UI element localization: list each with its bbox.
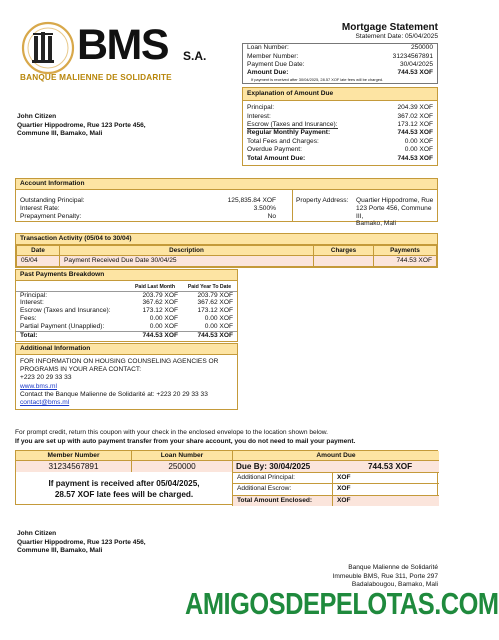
summary-due-date [243, 61, 437, 69]
late-fee-note: If payment is received after 30/04/2025, 28.57 XOF late fees will be charged. [251, 76, 384, 82]
additional-escrow-field[interactable]: XOF [337, 485, 351, 493]
bms-logo-icon [20, 20, 76, 76]
coupon-due-date: Due By: 30/04/2025 [236, 461, 311, 471]
explain-row [243, 146, 437, 154]
row-label: Total: [16, 332, 128, 340]
column-header-description: Description [60, 246, 314, 256]
paid-ytd: 0.00 XOF [204, 323, 233, 331]
logo-bank-name: BANQUE MALIENNE DE SOLIDARITE [20, 73, 172, 82]
row-label: Fees: [20, 315, 37, 323]
paid-last-month: 0.00 XOF [149, 323, 178, 331]
statement-title: Mortgage Statement [341, 22, 438, 33]
total-enclosed-field[interactable]: XOF [337, 496, 351, 504]
explain-label: Overdue Payment: [247, 146, 302, 154]
explain-value: 744.53 XOF [397, 154, 433, 162]
account-label: Prepayment Penalty: [20, 212, 82, 220]
borrower-address-line1: Quartier Hippodrome, Rue 123 Porte 456, [17, 538, 146, 546]
paid-last-month: 367.62 XOF [142, 299, 178, 307]
account-value: No [267, 212, 276, 220]
table-row [16, 323, 237, 331]
summary-label: Loan Number: [247, 44, 289, 52]
table-row [16, 307, 237, 315]
summary-value: 30/04/2025 [399, 61, 433, 69]
property-address-label: Property Address: [296, 197, 349, 204]
past-payments-box [15, 269, 238, 342]
additional-principal-row [233, 472, 439, 483]
counseling-text: FOR INFORMATION ON HOUSING COUNSELING AGENCIES OR [20, 358, 219, 365]
borrower-address-line2: Commune III, Bamako, Mali [17, 130, 103, 137]
website-link[interactable]: www.bms.ml [20, 382, 57, 390]
summary-label: Payment Due Date: [247, 61, 305, 69]
column-header-label [16, 283, 128, 291]
additional-escrow-row [233, 483, 439, 494]
contact-text: Contact the Banque Malienne de Solidarité at: +223 20 29 33 33 [20, 390, 208, 398]
account-row [20, 197, 276, 205]
transaction-activity-box [15, 233, 438, 268]
column-header-payments: Payments [374, 246, 437, 256]
explain-row [243, 129, 437, 137]
bank-address-line: Banque Malienne de Solidarité [348, 564, 438, 571]
explain-label: Interest: [247, 112, 271, 120]
row-label: Interest: [20, 299, 44, 307]
explain-row [243, 104, 437, 112]
explanation-box [242, 87, 438, 166]
property-address-line: Quartier Hippodrome, Rue [356, 197, 434, 204]
divider [292, 190, 293, 221]
borrower-name: John Citizen [17, 530, 57, 537]
paid-last-month: 744.53 XOF [128, 332, 182, 340]
summary-value: 744.53 XOF [397, 69, 433, 77]
row-label: Partial Payment (Unapplied): [20, 323, 105, 331]
account-value: 3.500% [253, 204, 276, 212]
summary-label: Amount Due: [247, 69, 289, 77]
paid-ytd: 744.53 XOF [182, 332, 237, 340]
explain-value: 744.53 XOF [397, 129, 433, 137]
summary-value: 250000 [410, 44, 433, 52]
explain-value: 0.00 XOF [404, 146, 433, 154]
explain-row [243, 154, 437, 162]
paid-ytd: 0.00 XOF [204, 315, 233, 323]
additional-info-title: Additional Information [16, 344, 237, 355]
explanation-title: Explanation of Amount Due [243, 88, 437, 101]
borrower-address [17, 113, 146, 139]
explain-value: 204.39 XOF [397, 104, 433, 112]
borrower-address-line2: Commune III, Bamako, Mali [17, 547, 103, 554]
account-info-title: Account Information [16, 179, 437, 190]
payment-coupon [15, 450, 438, 505]
summary-box [242, 43, 438, 84]
coupon-due-amount: 744.53 XOF [368, 461, 413, 471]
phone-number: +223 20 29 33 33 [20, 374, 72, 382]
logo-name: BMS [77, 21, 169, 69]
email-link[interactable]: contact@bms.ml [20, 399, 70, 407]
transaction-table [16, 245, 437, 267]
account-row [20, 213, 276, 221]
past-payments-table [16, 283, 237, 340]
coupon-row-label: Additional Escrow: [233, 484, 333, 494]
paid-ytd: 203.79 XOF [197, 291, 233, 299]
explain-value: 367.02 XOF [397, 112, 433, 120]
explain-label: Total Fees and Charges: [247, 137, 319, 145]
transaction-payments: 744.53 XOF [374, 256, 437, 267]
instruction-line: For prompt credit, return this coupon with your check in the enclosed envelope to the location shown below. [15, 429, 329, 436]
coupon-due [233, 461, 439, 472]
column-header-ytd: Paid Year To Date [182, 283, 237, 291]
summary-label: Member Number: [247, 52, 299, 60]
instruction-line-bold: If you are set up with auto payment transfer from your share account, you do not need to mail your payment. [15, 437, 356, 445]
additional-info-box [15, 343, 238, 410]
property-address-line: 123 Porte 456, Commune III, [356, 204, 432, 220]
property-address-line: Bamako, Mali [356, 220, 396, 228]
account-label: Interest Rate: [20, 204, 60, 212]
bank-logo [20, 20, 220, 84]
transaction-charges [314, 256, 374, 267]
table-row [16, 315, 237, 323]
explain-label: Regular Monthly Payment: [247, 129, 331, 137]
late-fee-line: 28.57 XOF late fees will be charged. [54, 490, 194, 499]
account-info-box [15, 178, 438, 228]
coupon-member-header: Member Number [16, 451, 132, 461]
mailing-address [17, 530, 146, 556]
transaction-activity-title: Transaction Activity (05/04 to 30/04) [16, 234, 437, 245]
account-value: 125,835.84 XOF [227, 197, 276, 204]
counseling-text: PROGRAMS IN YOUR AREA CONTACT: [20, 366, 142, 374]
paid-last-month: 173.12 XOF [142, 307, 178, 315]
logo-suffix: S.A. [183, 49, 207, 63]
coupon-amount-header: Amount Due [233, 451, 439, 461]
table-row-total [16, 332, 237, 340]
transaction-date: 05/04 [17, 256, 60, 267]
watermark-text: AMIGOSDEPELOTAS.COM [185, 586, 499, 621]
past-payments-title: Past Payments Breakdown [16, 270, 237, 281]
column-header-date: Date [17, 246, 60, 256]
explain-label: Total Amount Due: [247, 154, 306, 162]
explain-row [243, 112, 437, 120]
paid-ytd: 367.62 XOF [197, 299, 233, 307]
column-header-last-month: Paid Last Month [128, 283, 182, 291]
late-fee-line: If payment is received after 05/04/2025, [48, 479, 200, 488]
borrower-address-line1: Quartier Hippodrome, Rue 123 Porte 456, [17, 121, 146, 129]
coupon-row-label: Total Amount Enclosed: [233, 496, 333, 506]
table-row [16, 291, 237, 299]
property-address [296, 197, 436, 228]
summary-loan-number [243, 44, 437, 52]
borrower-name: John Citizen [17, 113, 57, 120]
table-row [17, 256, 437, 267]
summary-value: 31234567891 [392, 52, 433, 60]
explain-row [243, 138, 437, 146]
row-label: Escrow (Taxes and Insurance): [20, 307, 111, 315]
total-enclosed-row [233, 495, 439, 506]
row-label: Principal: [20, 291, 48, 299]
coupon-loan-number: 250000 [132, 461, 233, 472]
explain-label: Escrow (Taxes and Insurance): [247, 120, 338, 128]
coupon-instructions [15, 429, 440, 446]
transaction-description: Payment Received Due Date 30/04/25 [60, 256, 314, 267]
coupon-member-number: 31234567891 [16, 461, 132, 472]
coupon-loan-header: Loan Number [132, 451, 233, 461]
coupon-late-fee-notice [16, 472, 233, 506]
summary-member-number [243, 52, 437, 60]
statement-date: Statement Date: 05/04/2025 [355, 33, 438, 40]
explain-row [243, 121, 437, 129]
bank-address-line: Badalabougou, Bamako, Mali [351, 581, 438, 588]
explain-label: Principal: [247, 104, 275, 112]
paid-last-month: 203.79 XOF [142, 291, 178, 299]
table-row [16, 299, 237, 307]
account-row [20, 205, 276, 213]
paid-last-month: 0.00 XOF [149, 315, 178, 323]
coupon-row-label: Additional Principal: [233, 473, 333, 483]
account-label: Outstanding Principal: [20, 197, 85, 204]
bank-address-line: Immeuble BMS, Rue 311, Porte 297 [332, 572, 438, 580]
column-header-charges: Charges [314, 246, 374, 256]
paid-ytd: 173.12 XOF [197, 307, 233, 315]
explain-value: 0.00 XOF [404, 137, 433, 145]
additional-principal-field[interactable]: XOF [337, 474, 351, 482]
explain-value: 173.12 XOF [397, 121, 433, 129]
